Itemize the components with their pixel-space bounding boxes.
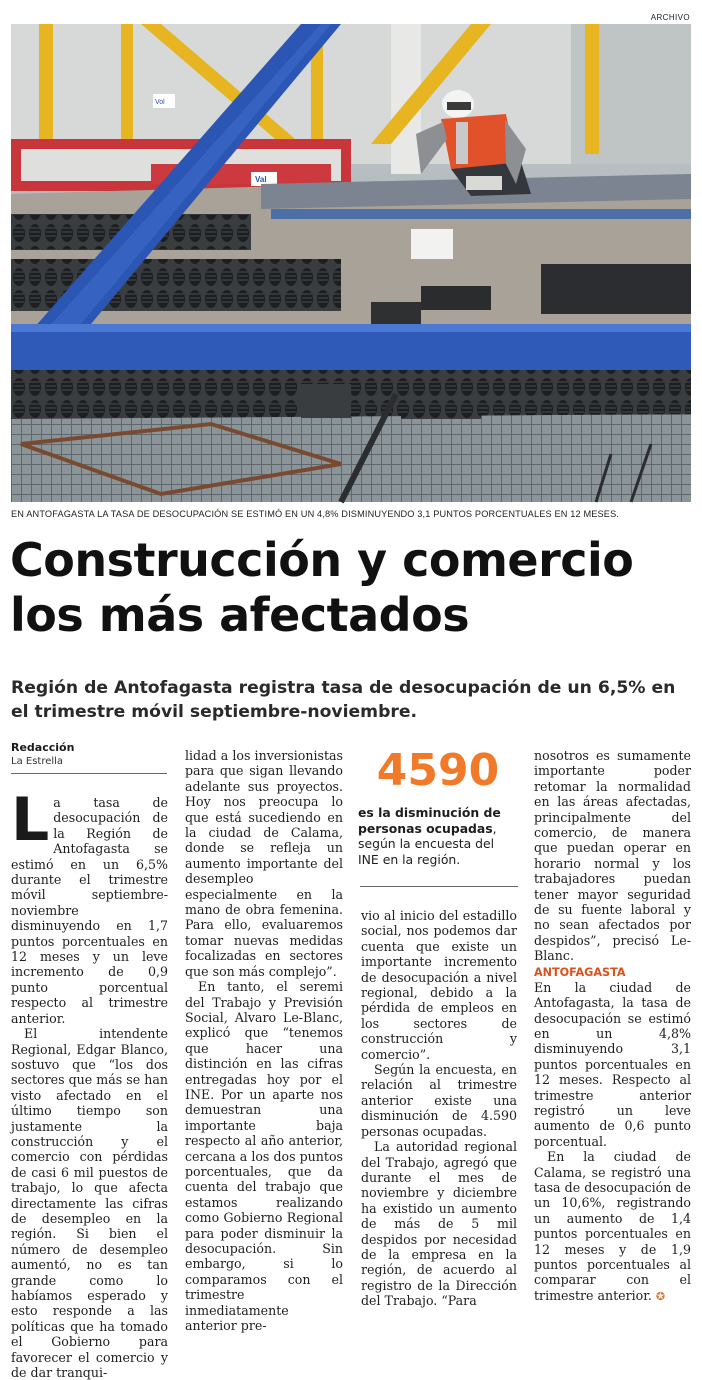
- dropcap: L: [11, 785, 50, 855]
- construction-scene-illustration: [11, 24, 691, 502]
- highlight-stat-description: [358, 805, 518, 867]
- paragraph: La autoridad regional del Trabajo, agregó que durante el mes de noviembre y diciembre ha existido un aumento de más de 5 mil despidos por necesidad de la empresa en la región, de acuerdo al registro de la Dirección del Trabajo. “Para: [361, 1139, 517, 1309]
- headline-line-2: los más afectados: [10, 588, 470, 642]
- article-column-2: [185, 748, 343, 1333]
- sign-text: Vol: [155, 99, 165, 106]
- stat-rest-text: , según la encuesta del INE en la región.: [358, 820, 497, 867]
- sign-text: Val: [255, 175, 267, 184]
- archive-label: ARCHIVO: [650, 13, 690, 22]
- construction-photo: [11, 24, 691, 502]
- highlight-stat-number: 4590: [376, 745, 500, 796]
- article-column-4: [534, 748, 691, 1304]
- highlight-stat-box: [358, 747, 518, 867]
- paragraph: Según la encuesta, en relación al trimestre anterior existe una disminución de 4.590 personas ocupadas.: [361, 1062, 517, 1139]
- article-column-1: [11, 785, 168, 1380]
- stat-bold-text: es la disminución de personas ocupadas: [358, 805, 501, 836]
- paragraph: [11, 785, 168, 1026]
- subheadline: Región de Antofagasta registra tasa de desocupación de un 6,5% en el trimestre móvil septiembre-noviembre.: [11, 678, 676, 722]
- byline-rule: [11, 773, 167, 774]
- paragraph: En la ciudad de Antofagasta, la tasa de desocupación se estimó en un 4,8% disminuyendo 3,1 puntos porcentuales en 12 meses. Respecto al trimestre anterior registró un leve aumento de 0,6 punto porcentual.: [534, 979, 691, 1149]
- paragraph: El intendente Regional, Edgar Blanco, sostuvo que “los dos sectores que más se han visto afectado en el último tiempo son justamente la construcción y el comercio con pérdidas de casi 6 mil puestos de trabajo, lo que afecta directamente las cifras de desempleo en la región. Si bien el número de desempleo aumentó, no es tan grande como lo habíamos esperado y esto responde a las políticas que ha tomado el Gobierno para favorecer el comercio y de dar tranqui-: [11, 1026, 168, 1380]
- photo-caption: EN ANTOFAGASTA LA TASA DE DESOCUPACIÓN SE ESTIMÓ EN UN 4,8% DISMINUYENDO 3,1 PUNTOS PORCENTUALES EN 12 MESES.: [11, 509, 620, 519]
- section-heading: ANTOFAGASTA: [534, 965, 626, 979]
- end-mark-icon: ✪: [655, 1289, 666, 1303]
- byline-author: Redacción: [11, 741, 75, 754]
- paragraph: En tanto, el seremi del Trabajo y Previsión Social, Alvaro Le-Blanc, explicó que “tenemos que hacer una distinción en las cifras entregadas hoy por el INE. Por un aparte nos demuestran una importante baja respecto al año anterior, cercana a los dos puntos porcentuales, que da cuenta del trabajo que estamos realizando como Gobierno Regional para poder disminuir la desocupación. Sin embargo, si lo comparamos con el trimestre inmediatamente anterior pre-: [185, 979, 343, 1334]
- paragraph: vio al inicio del estadillo social, nos podemos dar cuenta que existe un importante incremento de desocupación a nivel regional, debido a la pérdida de empleos en los sectores de construcción y comercio”.: [361, 908, 517, 1062]
- paragraph: [534, 1149, 691, 1304]
- stat-rule: [360, 886, 518, 887]
- paragraph-text: En la ciudad de Calama, se registró una tasa de desocupación de un 10,6%, registrando un aumento de 1,4 puntos porcentuales en 12 meses y de 1,9 puntos porcentuales al comparar con el trimestre anterior.: [534, 1149, 691, 1303]
- byline: [11, 741, 167, 768]
- paragraph-text: a tasa de desocupación de la Región de Antofagasta se estimó en un 6,5% durante el trimestre móvil septiembre-noviembre disminuyendo en 1,7 puntos porcentuales en 12 meses y un leve incremento de 0,9 punto porcentual respecto al trimestre anterior.: [11, 795, 168, 1026]
- paragraph: lidad a los inversionistas para que sigan llevando adelante sus proyectos. Hoy nos preocupa lo que está sucediendo en la ciudad de Calama, donde se refleja un aumento importante del desempleo especialmente en la mano de obra femenina. Para ello, evaluaremos tomar nuevas medidas focalizadas en sectores que son más complejo”.: [185, 748, 343, 979]
- headline-line-1: Construcción y comercio: [10, 533, 634, 587]
- paragraph: nosotros es sumamente importante poder retomar la normalidad en las áreas afectadas, principalmente del comercio, de manera que puedan operar en horario normal y los trabajadores puedan tener mayor seguridad de su fuente laboral y no sean afectados por despidos”, precisó Le-Blanc.: [534, 748, 691, 964]
- byline-outlet: La Estrella: [11, 756, 64, 767]
- headline: [10, 533, 694, 643]
- article-column-3: [361, 908, 517, 1309]
